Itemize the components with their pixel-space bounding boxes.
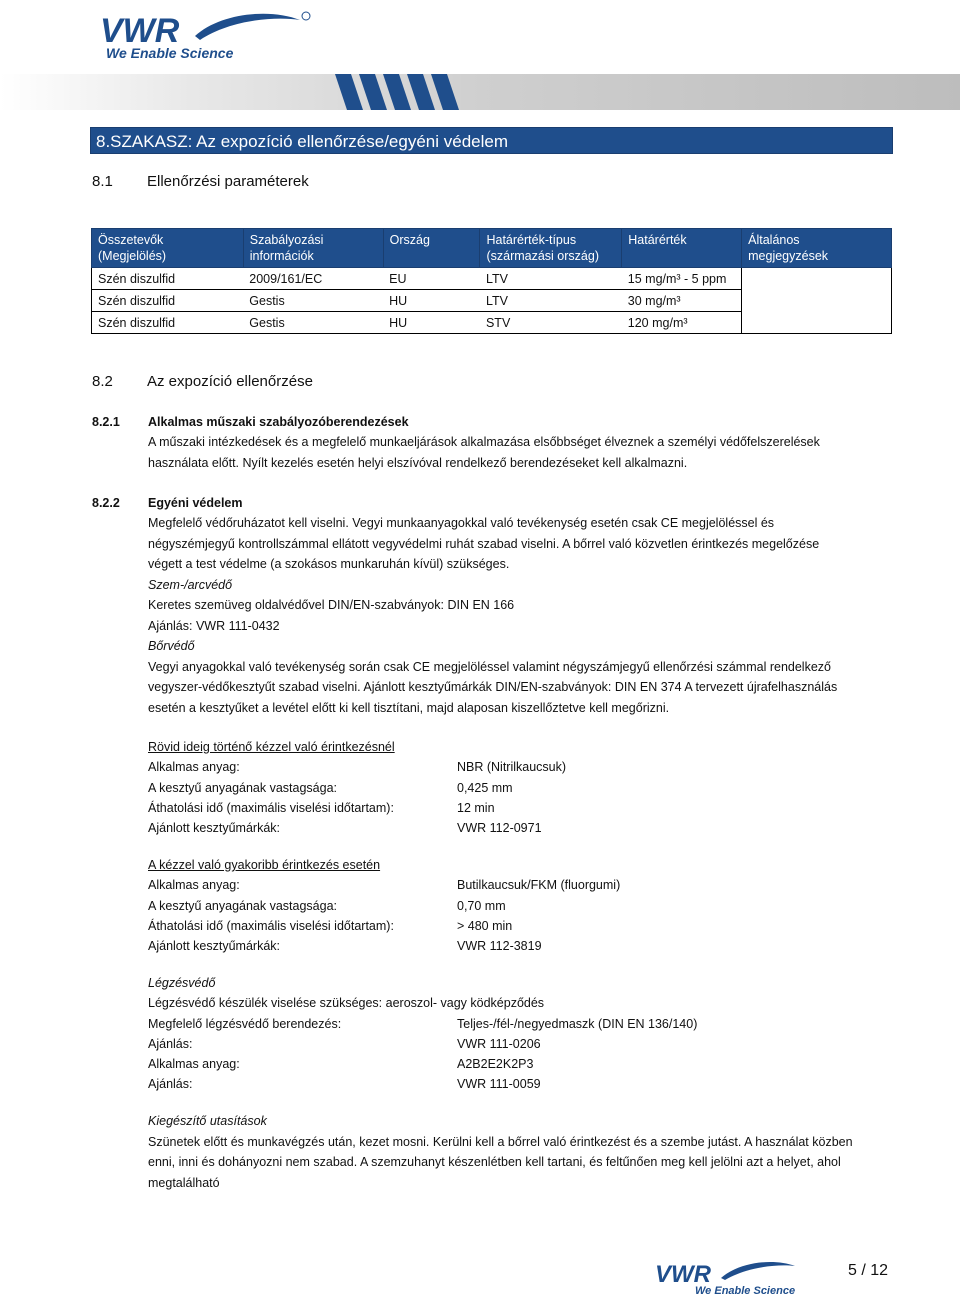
list-item: A kesztyű anyagának vastagsága: 0,70 mm (148, 898, 506, 913)
table-cell: Szén diszulfid (92, 312, 244, 334)
svg-text:We Enable Science: We Enable Science (106, 45, 234, 61)
respiratory-heading: Légzésvédő (148, 976, 216, 990)
additional-heading: Kiegészítő utasítások (148, 1114, 267, 1128)
paragraph-line: vegyszer-védőkesztyűt szabad viselni. Ajánlott kesztyűmárkák DIN/EN-szabványok: DIN EN 374 A tervezett újrafelhasználás (148, 680, 838, 694)
table-cell: HU (383, 290, 480, 312)
paragraph-line: Ajánlás: VWR 111-0432 (148, 618, 280, 633)
skin-protection-heading: Bőrvédő (148, 639, 195, 653)
table-cell: Szén diszulfid (92, 268, 244, 290)
list-item: A kesztyű anyagának vastagsága: 0,425 mm (148, 780, 513, 795)
table-cell: EU (383, 268, 480, 290)
subsection-title: Alkalmas műszaki szabályozóberendezések (148, 415, 409, 429)
frequent-contact-block (148, 855, 620, 956)
page-number: 5 / 12 (848, 1262, 889, 1279)
header-notes: Általános megjegyzések (742, 229, 892, 268)
table-cell: 30 mg/m³ (622, 290, 742, 312)
header-limit-value: Határérték (622, 229, 742, 268)
list-item: Ajánlott kesztyűmárkák: VWR 112-3819 (148, 939, 542, 954)
table-cell: Szén diszulfid (92, 290, 244, 312)
svg-text:We Enable Science: We Enable Science (695, 1285, 796, 1296)
paragraph-line: esetén a kesztyűket a levétel előtt ki kell tisztítani, majd alaposan kiszellőztetve kell megőrizni. (148, 700, 670, 715)
vwr-logo-icon (655, 1258, 805, 1296)
table-cell: STV (480, 312, 622, 334)
table-row (92, 268, 892, 290)
short-contact-block (148, 737, 566, 838)
list-item: Ajánlott kesztyűmárkák: VWR 112-0971 (148, 821, 542, 836)
table-cell: 2009/161/EC (243, 268, 383, 290)
paragraph-line: A műszaki intézkedések és a megfelelő munkaeljárások alkalmazása elsőbbséget élveznek a személyi védőfelszerelések (148, 435, 820, 449)
chevron-pattern-decoration (335, 74, 485, 110)
svg-text:VWR: VWR (655, 1261, 711, 1288)
table-cell: Gestis (243, 290, 383, 312)
subsection-title: Az expozíció ellenőrzése (147, 373, 313, 390)
subsection-number: 8.1 (92, 173, 113, 190)
table-cell: 120 mg/m³ (622, 312, 742, 334)
subsection-number: 8.2.2 (92, 496, 120, 510)
list-item: Alkalmas anyag: NBR (Nitrilkaucsuk) (148, 760, 567, 775)
subsection-8-2-2-heading (92, 493, 243, 514)
short-contact-heading: Rövid ideig történő kézzel való érintkezésnél (148, 740, 395, 754)
paragraph-line: enni, inni és dohányozni nem szabad. A szemzuhanyt készenlétben kell tartani, és feltűnően meg kell jelölni azt a helyet, ahol (148, 1155, 841, 1169)
list-item: Megfelelő légzésvédő berendezés: Teljes-/fél-/negyedmaszk (DIN EN 136/140) (148, 1016, 698, 1031)
control-parameters-table (91, 228, 892, 334)
table-cell: Gestis (243, 312, 383, 334)
section-title: 8.SZAKASZ: Az expozíció ellenőrzése/egyéni védelem (90, 127, 893, 154)
header-limit-type: Határérték-típus (származási ország) (480, 229, 622, 268)
paragraph-line: Keretes szemüveg oldalvédővel DIN/EN-szabványok: DIN EN 166 (148, 598, 515, 612)
table-header-row (92, 229, 892, 268)
paragraph-line: végett a test védelme (a szokásos munkaruhán kívül) szükséges. (148, 557, 510, 571)
vwr-logo (100, 8, 315, 63)
paragraph-line: Vegyi anyagokkal való tevékenység során csak CE megjelöléssel valamint négyszámjegyű ellenőrzési számmal rendelkező (148, 659, 831, 674)
paragraph-line: használata előtt. Nyílt kezelés esetén helyi elszívóval rendelkező berendezéseket kell alkalmazni. (148, 455, 688, 470)
subsection-8-2-1-heading (92, 412, 409, 433)
paragraph-line: megtalálható (148, 1175, 220, 1190)
notes-cell (742, 268, 892, 334)
header-regulatory: Szabályozási információk (243, 229, 383, 268)
table-cell: LTV (480, 268, 622, 290)
list-item: Alkalmas anyag: A2B2E2K2P3 (148, 1057, 534, 1072)
subsection-8-2-heading (92, 373, 313, 390)
personal-protection-text (148, 513, 837, 718)
paragraph-line: Légzésvédő készülék viselése szükséges: aeroszol- vagy ködképződés (148, 996, 545, 1011)
engineering-controls-text (148, 432, 820, 473)
additional-instructions-block (148, 1111, 853, 1193)
subsection-number: 8.2.1 (92, 415, 120, 429)
subsection-number: 8.2 (92, 373, 113, 390)
frequent-contact-heading: A kézzel való gyakoribb érintkezés esetén (148, 858, 381, 872)
list-item: Ajánlás: VWR 111-0206 (148, 1036, 541, 1051)
table-cell: LTV (480, 290, 622, 312)
table-cell: 15 mg/m³ - 5 ppm (622, 268, 742, 290)
list-item: Alkalmas anyag: Butilkaucsuk/FKM (fluorgumi) (148, 878, 621, 893)
list-item: Áthatolási idő (maximális viselési időtartam): 12 min (148, 800, 495, 815)
list-item: Áthatolási idő (maximális viselési időtartam): > 480 min (148, 918, 513, 933)
paragraph-line: Szünetek előtt és munkavégzés után, kezet mosni. Kerülni kell a bőrrel való érintkezést és a szembe jutást. A használat közben (148, 1134, 853, 1149)
table-cell: HU (383, 312, 480, 334)
header-components: Összetevők (Megjelölés) (92, 229, 244, 268)
eye-protection-heading: Szem-/arcvédő (148, 577, 233, 592)
subsection-8-1-heading (92, 173, 309, 190)
vwr-logo-icon (100, 8, 315, 63)
paragraph-line: négyszémjegyű kontrollszámmal ellátott vegyvédelmi ruhát szabad viselni. A bőrrel való közvetlen érintkezés megelőzése (148, 536, 820, 551)
vwr-footer-logo (655, 1258, 805, 1296)
paragraph-line: Megfelelő védőruházatot kell viselni. Vegyi munkaanyagokkal való tevékenység esetén csak CE megjelöléssel és (148, 516, 775, 530)
subsection-title: Egyéni védelem (148, 496, 243, 510)
respiratory-block (148, 973, 697, 1095)
list-item: Ajánlás: VWR 111-0059 (148, 1077, 541, 1092)
svg-text:VWR: VWR (100, 12, 180, 50)
header-country: Ország (383, 229, 480, 268)
subsection-title: Ellenőrzési paraméterek (147, 173, 309, 190)
